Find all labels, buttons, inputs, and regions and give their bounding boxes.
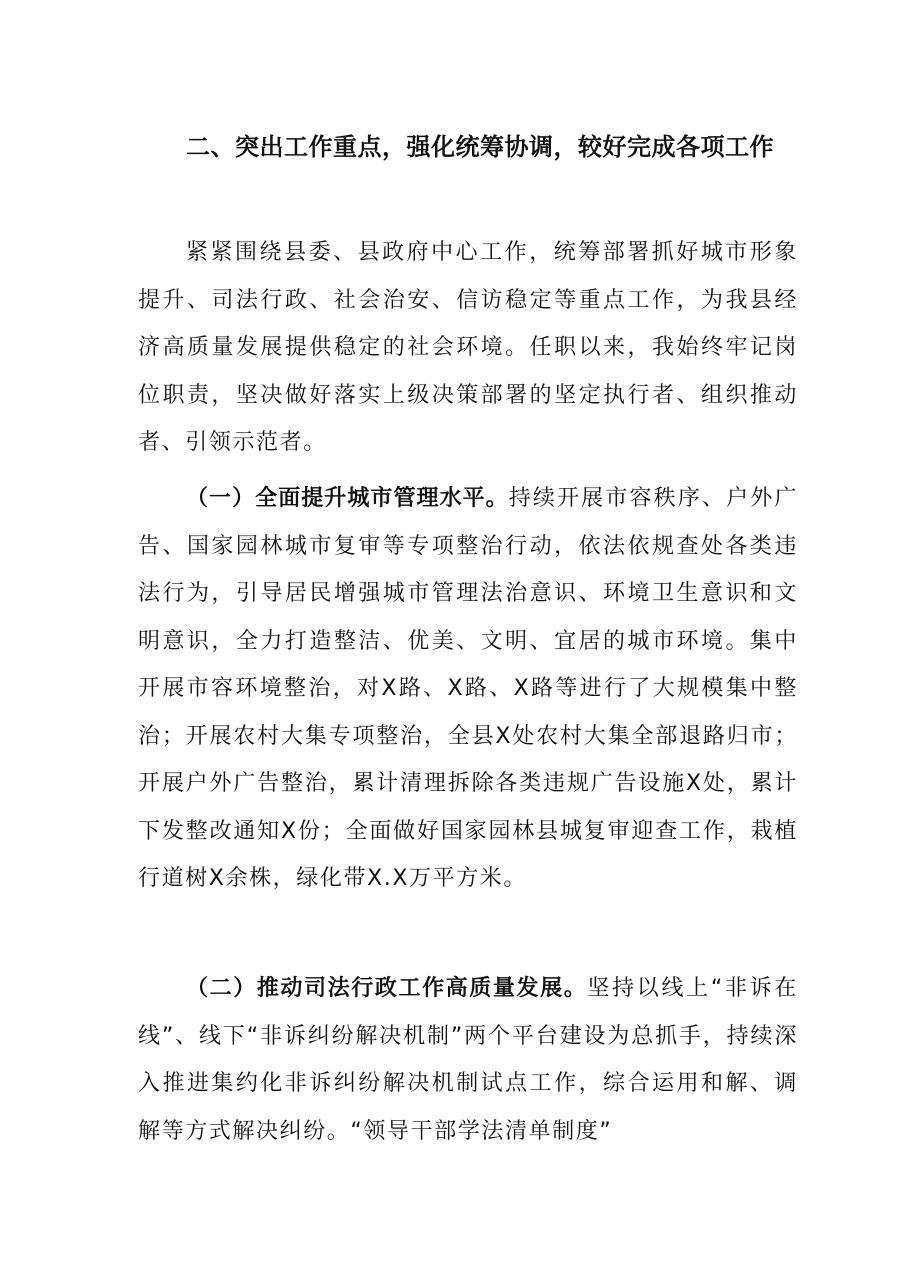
paragraph-judicial-admin-lead: （二）推动司法行政工作高质量发展。 [186, 976, 588, 1001]
paragraph-judicial-admin [138, 965, 798, 1155]
paragraph-intro [138, 229, 798, 467]
paragraph-city-management [138, 475, 798, 903]
paragraph-city-management-text: 持续开展市容秩序、户外广告、国家园林城市复审等专项整治行动，依法依规查处各类违法行为，引导居民增强城市管理法治意识、环境卫生意识和文明意识，全力打造整洁、优美、文明、宜居的城市环境。集中开展市容环境整治，对X路、X路、X路等进行了大规模集中整治；开展农村大集专项整治，全县X处农村大集全部退路归市；开展户外广告整治，累计清理拆除各类违规广告设施X处，累计下发整改通知X份；全面做好国家园林县城复审迎查工作，栽植行道树X余株，绿化带X.X万平方米。 [138, 486, 798, 891]
paragraph-judicial-admin-text: 坚持以线上“非诉在线”、线下“非诉纠纷解决机制”两个平台建设为总抓手，持续深入推进集约化非诉纠纷解决机制试点工作，综合运用和解、调解等方式解决纠纷。“领导干部学法清单制度” [138, 976, 798, 1144]
paragraph-intro-text: 紧紧围绕县委、县政府中心工作，统筹部署抓好城市形象提升、司法行政、社会治安、信访稳定等重点工作，为我县经济高质量发展提供稳定的社会环境。任职以来，我始终牢记岗位职责，坚决做好落实上级决策部署的坚定执行者、组织推动者、引领示范者。 [138, 240, 798, 455]
paragraph-city-management-lead: （一）全面提升城市管理水平。 [186, 486, 509, 511]
section-heading: 二、突出工作重点，强化统筹协调，较好完成各项工作 [186, 133, 774, 161]
